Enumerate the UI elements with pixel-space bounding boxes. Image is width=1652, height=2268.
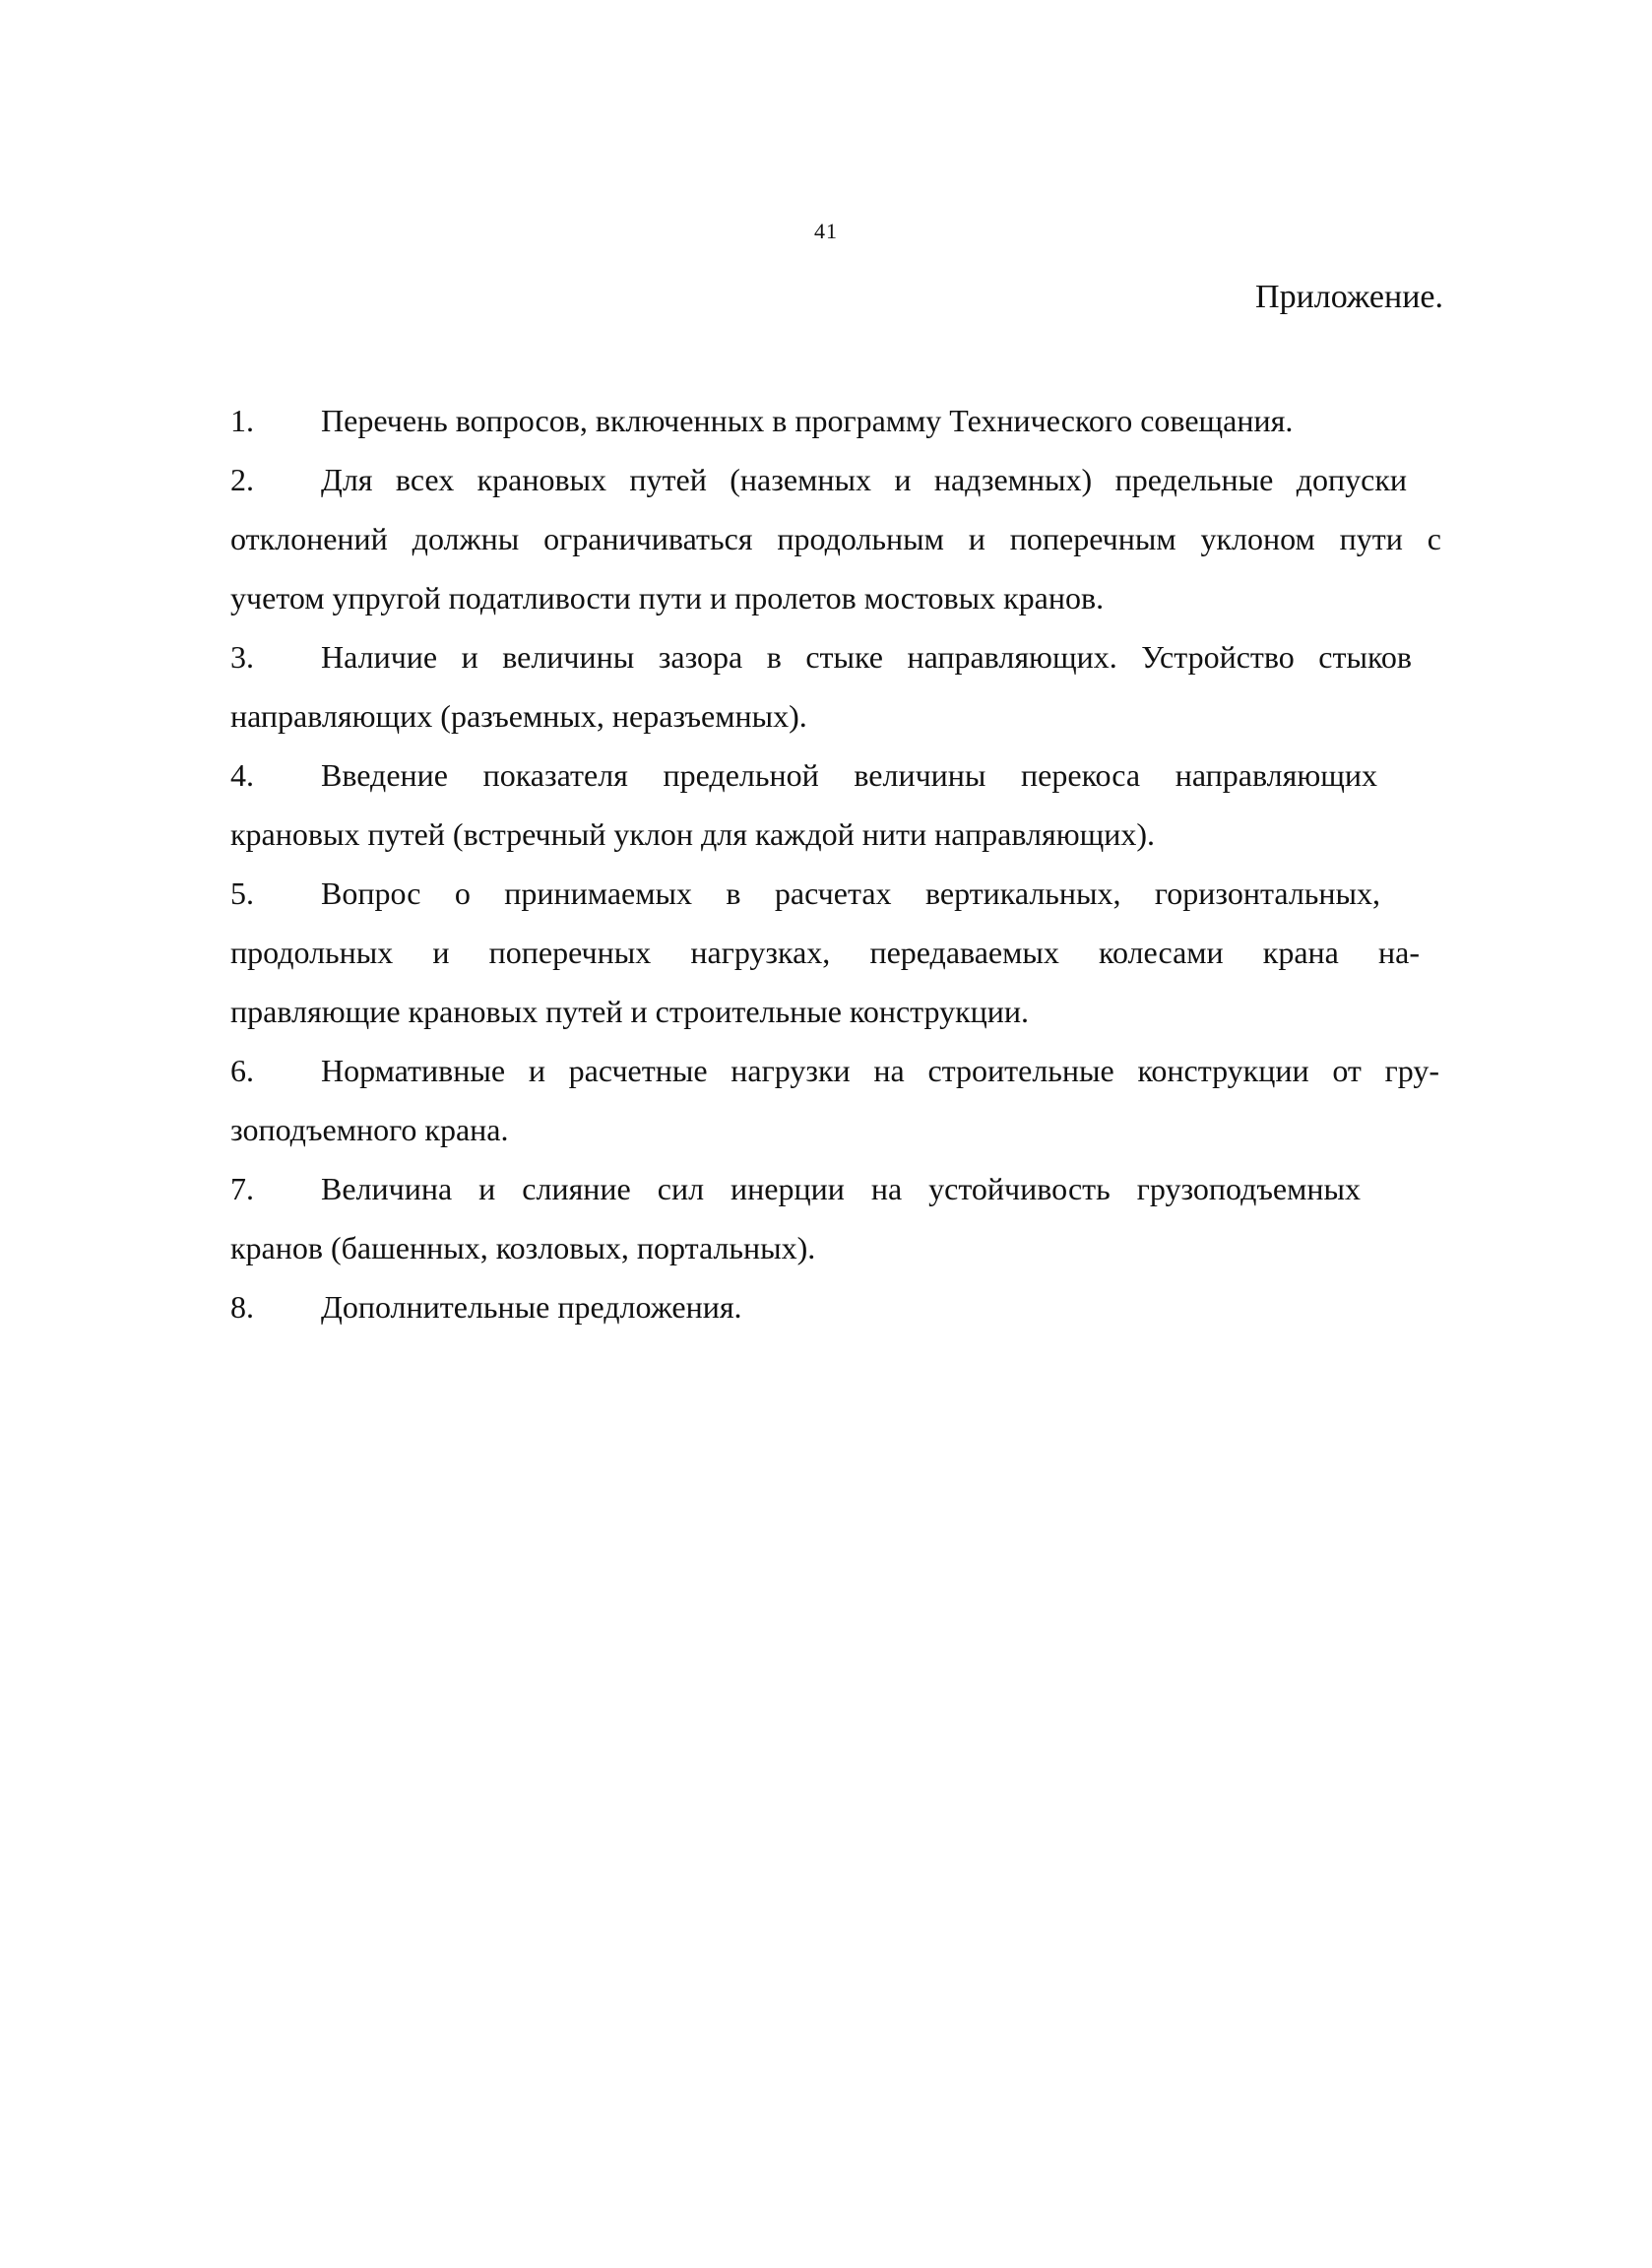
page-number: 41 <box>814 219 838 243</box>
list-item-text: Для всех крановых путей (наземных и надземных) предельные допуски <box>321 462 1407 497</box>
list-item-number: 6. <box>230 1053 254 1088</box>
list-item <box>230 450 1451 627</box>
list-item-text: Вопрос о принимаемых в расчетах вертикальных, горизонтальных, <box>321 875 1380 911</box>
list-item <box>230 864 1451 1041</box>
list-item <box>230 391 1451 450</box>
list-item-line <box>230 1277 1451 1336</box>
list-item-line <box>230 745 1377 805</box>
list-item-text: Нормативные и расчетные нагрузки на строительные конструкции от гру- <box>321 1053 1439 1088</box>
list-item-line: учетом упругой податливости пути и пролетов мостовых кранов. <box>230 580 1105 616</box>
list-item-line <box>230 1159 1361 1218</box>
list-item-line <box>230 627 1412 686</box>
list-item-line <box>230 864 1380 923</box>
list-item <box>230 1041 1451 1159</box>
list-item <box>230 627 1451 745</box>
list-item-number: 8. <box>230 1289 254 1325</box>
list-item-line: правляющие крановых путей и строительные конструкции. <box>230 994 1030 1029</box>
list-item-line: крановых путей (встречный уклон для каждой нити направляющих). <box>230 816 1156 852</box>
list-item-text: Величина и слияние сил инерции на устойчивость грузоподъемных <box>321 1171 1361 1206</box>
list-item-line: направляющих (разъемных, неразъемных). <box>230 698 807 734</box>
list-item-line: отклонений должны ограничиваться продольным и поперечным уклоном пути с <box>230 521 1441 556</box>
list-item <box>230 745 1451 864</box>
list-item <box>230 1277 1451 1336</box>
list-item-line: продольных и поперечных нагрузках, передаваемых колесами крана на- <box>230 935 1420 970</box>
list-item-text: Дополнительные предложения. <box>321 1289 742 1325</box>
list-item-line <box>230 391 1333 450</box>
list-item-line: зоподъемного крана. <box>230 1112 509 1147</box>
list-item-number: 3. <box>230 639 254 675</box>
list-item-number: 5. <box>230 875 254 911</box>
list-item-text: Наличие и величины зазора в стыке направляющих. Устройство стыков <box>321 639 1412 675</box>
list-item-line <box>230 450 1407 509</box>
list-item-text: Введение показателя предельной величины перекоса направляющих <box>321 757 1377 793</box>
list-item-number: 4. <box>230 757 254 793</box>
list-item-text: Перечень вопросов, включенных в программу Технического совещания. <box>321 403 1294 438</box>
question-list <box>230 391 1451 1336</box>
list-item-number: 7. <box>230 1171 254 1206</box>
list-item-line: кранов (башенных, козловых, портальных). <box>230 1230 816 1265</box>
appendix-title: Приложение. <box>1255 279 1443 315</box>
list-item-line <box>230 1041 1439 1100</box>
list-item-number: 2. <box>230 462 254 497</box>
list-item-number: 1. <box>230 403 254 438</box>
list-item <box>230 1159 1451 1277</box>
